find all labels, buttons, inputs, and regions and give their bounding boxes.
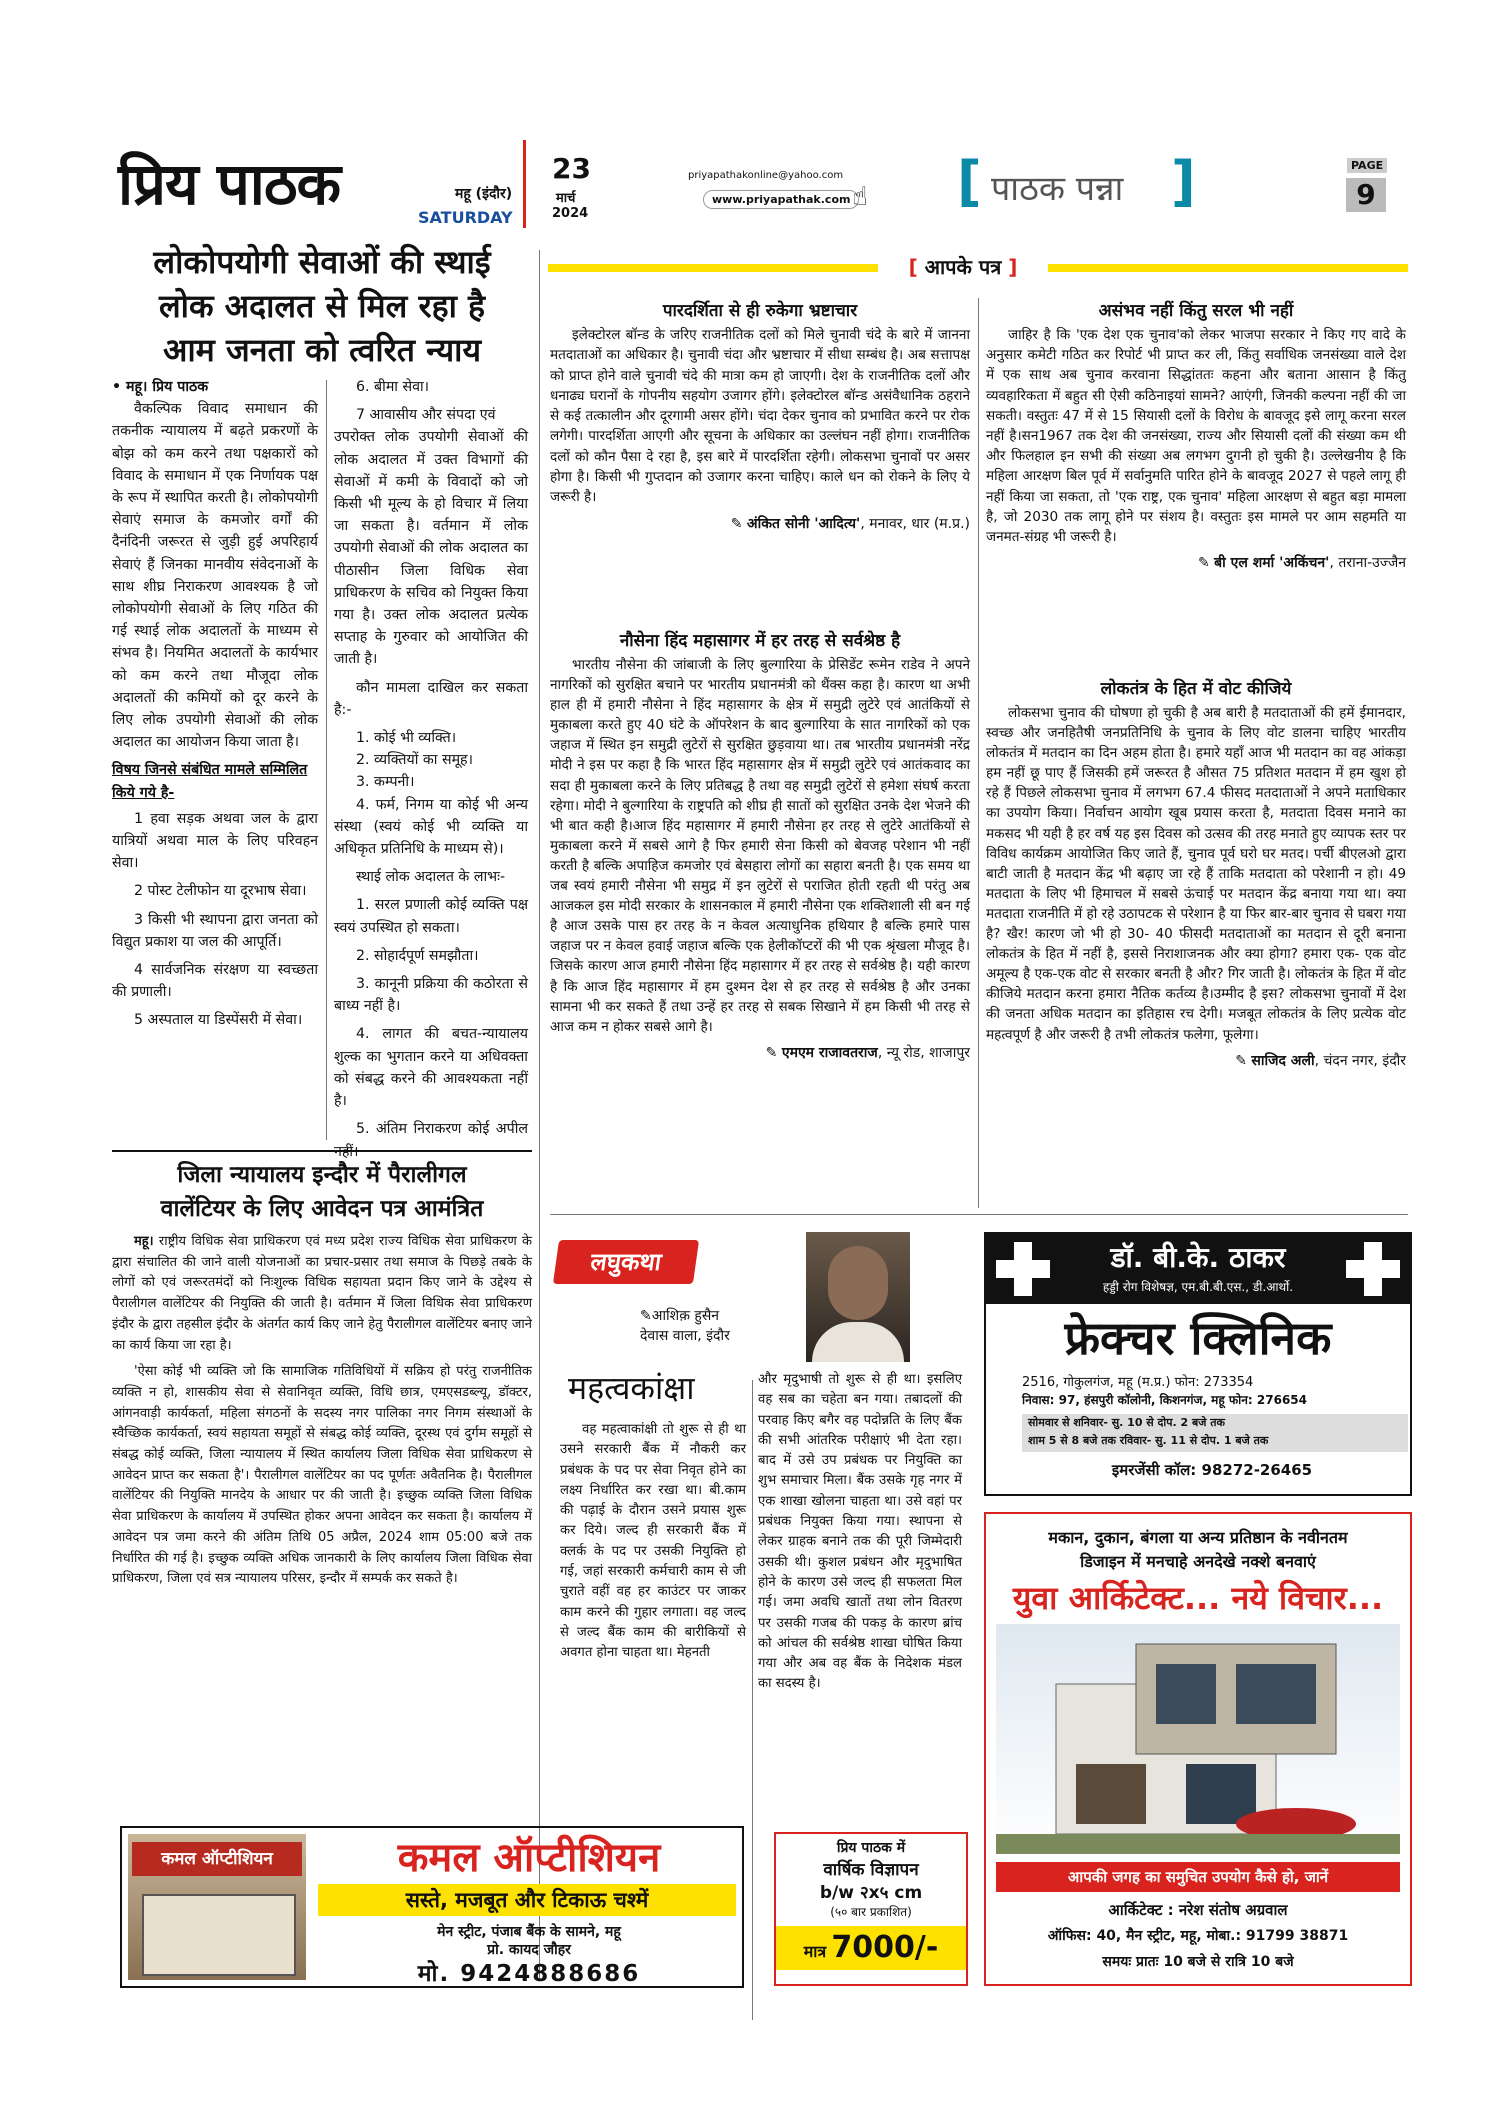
section-title: पाठक पन्ना [991, 169, 1124, 209]
lok-adalat-headline [112, 240, 532, 372]
list-item: 4. फर्म, निगम या कोई भी अन्य संस्था (स्वयं कोई भी व्यक्ति या अधिकृत प्रतिनिधि के माध्यम से)। [334, 796, 528, 858]
doctor-name: डॉ. बी.के. ठाकर [1110, 1241, 1286, 1274]
list-item: 6. बीमा सेवा। [356, 379, 430, 395]
architect-time: समयः प्रातः 10 बजे से रात्रि 10 बजे [1102, 1954, 1294, 1970]
list-item: 5. अंतिम निराकरण कोई अपील [356, 1121, 528, 1138]
optician-prop: प्रो. कायद जौहर [487, 1942, 571, 1958]
lok-adalat-column-1 [112, 376, 318, 1038]
bracket-right-icon: ] [1171, 150, 1196, 213]
clinic-residence: निवास: 97, हंसपुरी कॉलोनी, किशनगंज, महू फोन: 276654 [1022, 1393, 1307, 1407]
architect-band: आपकी जगह का समुचित उपयोग कैसे हो, जानें [996, 1862, 1400, 1892]
clinic-timings [1022, 1414, 1408, 1452]
shop-sign: कमल ऑप्टीशियन [132, 1842, 302, 1876]
story-title: महत्वकांक्षा [568, 1369, 695, 1407]
story-author: ✎आशिक़ हुसैन [640, 1308, 720, 1324]
page-label: PAGE [1347, 158, 1387, 173]
rate-line: (५० बार प्रकाशित) [830, 1905, 912, 1919]
timing-line: शाम 5 से 8 बजे तक रविवार- सु. 11 से दोप. 1 बजे तक [1028, 1434, 1269, 1447]
letter-title: लोकतंत्र के हित में वोट कीजिये [1100, 679, 1292, 699]
letter-byline: ✎ एमएम राजावतराज, न्यू रोड, शाजापुर [765, 1044, 970, 1061]
paragraph: 'ऐसा कोई भी व्यक्ति जो कि सामाजिक गतिविधियों में सक्रिय हो परंतु राजनीतिक व्यक्ति न हो, शासकीय सेवा से सेवानिवृत व्यक्ति, विधि छात्र, एमएसडब्ल्यू, डॉक्टर, आंगनवाड़ी कार्यकर्ता, महिला संगठनों के सदस्य नगर पालिका नगर निगम संस्थाओं के स्वैच्छिक कार्यकर्ता, स्वयं सहायता समूहों से संबद्ध कोई व्यक्ति, दूरस्थ एवं दुर्गम समूहों से संबद्ध कोई व्यक्ति, जिला न्यायालय में स्थित कार्यालय जिला विधिक सेवा प्राधिकरण से आवेदन प्राप्त कर सकता है'। पैरालीगल वालेंटियर का पद पूर्णतः अवैतनिक है। पैरालीगल वालेंटियर की नियुक्ति मानदेय के आधार पर की जाती है। इच्छुक व्यक्ति जिला विधिक सेवा प्राधिकरण के कार्यालय में उपस्थित होकर अपना आवेदन कर सकता है। कार्यालय में आवेदन पत्र जमा करने की अंतिम तिथि 05 अप्रैल, 2024 शाम 05:00 बजे तक निर्धारित की गई है। इच्छुक व्यक्ति अधिक जानकारी के लिए कार्यालय जिला विधिक सेवा प्राधिकरण, जिला एवं सत्र न्यायालय परिसर, इन्दौर में सम्पर्क कर सकते है। [112, 1364, 532, 1587]
section-title-box [957, 150, 1202, 213]
column-rule [326, 380, 327, 1140]
website-link[interactable]: www.priyapathak.com [703, 190, 859, 209]
letters-section-title: [ आपके पत्र ] [878, 252, 1048, 282]
bracket-left-icon: [ [957, 150, 982, 213]
story-column-2 [758, 1370, 962, 1701]
house-illustration [996, 1624, 1400, 1854]
story-author-block [640, 1306, 790, 1346]
letter-byline: ✎ साजिद अली, चंदन नगर, इंदौर [1235, 1052, 1406, 1069]
headline-line: लोकोपयोगी सेवाओं की स्थाई [153, 243, 491, 281]
architect-slogan: युवा आर्किटेक्ट... नये विचार... [1012, 1579, 1384, 1617]
letter-body: इलेक्टोरल बॉन्ड के जरिए राजनीतिक दलों को मिले चुनावी चंदे के बारे में जानना मतदाताओं का अधिकार है। चुनावी चंदा और भ्रष्टाचार में सीधा सम्बंध है। अब सत्तापक्ष को प्राप्त होने वाले चुनावी चंदे की मात्रा कम हो जाएगी। देश के राजनीतिक दलों और धनाढ्य घरानों के गोपनीय सहयोग उजागर होंगे। इलेक्टोरल बॉन्ड असंवैधानिक ठहराने से कई तत्कालीन और दूरगामी असर होंगे। चंदा देकर चुनाव को प्रभावित करने पर रोक लगेगी। पारदर्शिता आएगी और सूचना के अधिकार का उल्लंघन नहीं होगा। राजनीतिक दलों को कौन पैसा दे रहा है, इस बारे में पारदर्शिता रहेगी। लोकसभा चुनावों पर असर होगा है। किसी भी गुप्तदान को उजागर करना चाहिए। काले धन को रोकने के लिए ये जरूरी है। [550, 327, 970, 506]
ad-clinic [984, 1232, 1412, 1496]
optician-address: मेन स्ट्रीट, पंजाब बैंक के सामने, महू [437, 1924, 621, 1940]
column-rule [752, 1380, 753, 2020]
author: साजिद अली [1251, 1052, 1315, 1069]
letter-1 [550, 298, 970, 533]
author-place: , मनावर, धार (म.प्र.) [860, 515, 970, 532]
list-item: 3. कानूनी प्रक्रिया की कठोरता से बाध्य नहीं है। [334, 976, 528, 1015]
paragraph [112, 1232, 532, 1356]
rate-price: 7000/- [831, 1930, 939, 1965]
paragraph-text: राष्ट्रीय विधिक सेवा प्राधिकरण एवं मध्य प्रदेश राज्य विधिक सेवा प्राधिकरण के द्वारा संचालित की जाने वाली योजनाओं का प्रचार-प्रसार तथा समाज के पिछड़े तबके के लोगों को एवं जरूरतमंदों को निःशुल्क विधिक सहायता प्रदान किए जाने के उद्देश्य से पैरालीगल वालेंटियर की नियुक्ति की जाती है। वर्तमान में जिला विधिक सेवा प्राधिकरण इंदौर के द्वारा तहसील इंदौर के अंतर्गत कार्य किए जाने हेतु पैरालीगल वालेंटियर बनाए जाने का कार्य किया जा रहा है। [112, 1234, 532, 1353]
rate-line: प्रिय पाठक में [836, 1840, 906, 1856]
list-item: 1. कोई भी व्यक्ति। [356, 730, 457, 747]
pointing-hand-icon: ☝ [852, 182, 868, 212]
letter-2 [550, 628, 970, 1062]
letter-title: नौसेना हिंद महासागर में हर तरह से सर्वश्रेष्ठ है [619, 631, 901, 651]
rate-line: वार्षिक विज्ञापन [823, 1860, 919, 1880]
paragraph: कौन मामला दाखिल कर सकता है:- [334, 679, 528, 718]
date-year: 2024 [552, 206, 589, 221]
paragraph: उपरोक्त लोक उपयोगी सेवाओं की लोक अदालत में उक्त विभागों की सेवाओं में कमी के विवादों को जो किसी भी मूल्य के हो विचार में लिया जा सकता है। वर्तमान में लोक उपयोगी सेवाओं की लोक अदालत का पीठासीन जिला विधिक सेवा प्राधिकरण के सचिव को नियुक्त किया गया है। उक्त लोक अदालत प्रत्येक सप्ताह के गुरुवार को आयोजित की जाती है। [334, 429, 528, 668]
letters-bottom-rule [550, 1214, 1408, 1215]
story-tag-text: लघुकथा [588, 1248, 664, 1276]
rate-price-band [776, 1926, 966, 1970]
masthead [0, 140, 1500, 230]
volunteer-body [112, 1232, 532, 1596]
page-number: 9 [1346, 178, 1386, 212]
list-item: 3 किसी भी स्थापना द्वारा जनता को विद्युत प्रकाश या जल की आपूर्ति। [112, 911, 318, 950]
clinic-emergency: इमरजेंसी कॉल: 98272-26465 [1111, 1461, 1313, 1479]
shop-counter [142, 1894, 296, 1976]
author: बी एल शर्मा 'अकिंचन' [1214, 555, 1330, 572]
list-item: 7 आवासीय और संपदा एवं [356, 407, 496, 424]
story-author-place: देवास वाला, इंदौर [640, 1328, 730, 1344]
medical-cross-icon [1346, 1242, 1400, 1296]
architect-office: ऑफिस: 40, मैन स्ट्रीट, महू, मोबा.: 91799 38871 [1047, 1928, 1349, 1944]
architect-line: मकान, दुकान, बंगला या अन्य प्रतिष्ठान के नवीनतम [1048, 1528, 1348, 1547]
letter-body: जाहिर है कि 'एक देश एक चुनाव'को लेकर भाजपा सरकार ने किए गए वादे के अनुसार कमेटी गठित कर रिपोर्ट भी प्राप्त कर ली, किंतु सर्वाधिक जनसंख्या वाले देश में एक साथ अब चुनाव करवाना सिद्धांततः कहना और बताना आसान है किंतु व्यवहारिकता में बहुत सी ऐसी कठिनाइयां सामने? आएंगी, जिनकी कल्पना नहीं की जा सकती। वस्तुतः 47 में से 15 सियासी दलों के विरोध के बावजूद इसे लागू करना सरल नहीं है।सन1967 तक देश की जनसंख्या, राज्य और सियासी दलों की संख्या कम थी और फिलहाल इन सभी की संख्या अब लगभग दुगनी हो चुकी है। उल्लेखनीय है कि महिला आरक्षण बिल पूर्व में सर्वानुमति पारित होने के बावजूद 2027 से पहले लागू ही नहीं किया जा सकता, तो 'एक राष्ट्र, एक चुनाव' महिला आरक्षण से बहुत बड़ा मामला है, जो 2030 तक लागू होने पर संशय है। वस्तुतः इस मामले पर आम सहमति या जनमत-संग्रह भी जरूरी है। [986, 327, 1406, 546]
list-item: 3. कम्पनी। [356, 774, 415, 791]
column-rule [978, 298, 979, 1208]
paragraph: वैकल्पिक विवाद समाधान की तकनीक न्यायालय में बढ़ते प्रकरणों के बोझ को कम करने तथा पक्षकारों को विवाद के समाधान में एक निर्णायक पक्ष के रूप में स्थापित करती है। लोकोपयोगी सेवाएं समाज के कमजोर वर्गों की दैनंदिनी जरूरत से जुड़ी हुई अपरिहार्य सेवाएं हैं जिनका मानवीय संवेदनाओं के साथ शीघ्र निराकरण आवश्यक है जो लोकोपयोगी सेवाओं के लिए गठित की गई स्थाई लोक अदालतों के माध्यम से संभव है। नियमित अदालतों के कार्यभार को कम करने तथा मौजूदा लोक अदालतों की कमियों को दूर करने के लिए लोक उपयोगी सेवाओं की लोक अदालत का आयोजन किया जाता है। [112, 401, 318, 751]
author-place: , चंदन नगर, इंदौर [1314, 1052, 1406, 1069]
ad-architect [984, 1512, 1412, 1986]
list-item: 5 अस्पताल या डिस्पेंसरी में सेवा। [134, 1012, 303, 1029]
letter-byline: ✎ अंकित सोनी 'आदित्य', मनावर, धार (म.प्र.) [730, 515, 970, 532]
volunteer-headline [112, 1158, 532, 1226]
story-text: वह महत्वाकांक्षी तो शुरू से ही था उसने सरकारी बैंक में नौकरी कर प्रबंधक के पद पर सेवा निवृत होने का लक्ष्य निर्धारित कर रखा था। बी.काम की पढ़ाई के दौरान उसने प्रयास शुरू कर दिये। जल्द ही सरकारी बैंक में क्लर्क के पद पर उसकी नियुक्ति हो गई, जहां सरकारी कर्मचारी काम से जी चुराते वहीं वह हर काउंटर पर जाकर काम करने की गुहार लगाता। वह जल्द से जल्द बैंक काम की बारीकियों से अवगत होना चाहता था। मेहनती [560, 1422, 746, 1661]
list-item: 1. सरल प्रणाली कोई व्यक्ति पक्ष स्वयं उपस्थित हो सकता। [334, 897, 528, 936]
optician-name: कमल ऑप्टीशियन [397, 1835, 661, 1881]
section-title-text: आपके पत्र [924, 255, 1002, 279]
author-photo [806, 1232, 910, 1362]
story-text: और मृदुभाषी तो शुरू से ही था। इसलिए वह सब का चहेता बन गया। तबादलों की परवाह किए बगैर वह पदोन्नति के लिए बैंक की सभी आंतरिक परीक्षाएं भी देता रहा। बाद में उसे उप प्रबंधक पर नियुक्ति का शुभ समाचार मिला। बैंक उसके गृह नगर में एक शाखा खोलना चाहता था। उसे वहां पर प्रबंधक नियुक्त किया गया। स्थापना से लेकर ग्राहक बनाने तक की पूरी जिम्मेदारी उसकी थी। कुशल प्रबंधन और मृदुभाषित होने के कारण उसे जल्द ही सफलता मिल गई। जमा अवधि खातों तथा लोन वितरण पर उसकी गजब की पकड़ के कारण ब्रांच को आंचल की सर्वश्रेष्ठ शाखा घोषित किया गया और अब वह बैंक के निदेशक मंडल का सदस्य है। [758, 1372, 962, 1692]
list-item: 2. सोहार्दपूर्ण समझौता। [356, 947, 479, 964]
article-divider [112, 1150, 532, 1152]
clinic-name: फ्रेक्चर क्लिनिक [1064, 1311, 1332, 1365]
author: अंकित सोनी 'आदित्य' [746, 515, 861, 532]
house-icon [996, 1624, 1400, 1854]
section-rule [539, 250, 540, 1980]
shop-photo [128, 1834, 306, 1980]
letter-4 [986, 676, 1406, 1070]
headline-line: जिला न्यायालय इन्दौर में पैरालीगल [177, 1162, 467, 1188]
author: एमएम राजावतराज [781, 1044, 878, 1061]
avatar-body [812, 1322, 904, 1362]
optician-tagline: सस्ते, मजबूत और टिकाऊ चश्में [318, 1884, 736, 1916]
author-name: आशिक़ हुसैन [651, 1308, 720, 1324]
date-day: 23 [552, 152, 591, 185]
lok-adalat-column-2 [334, 376, 528, 1169]
author-place: , तराना-उज्जैन [1329, 555, 1406, 572]
story-column-1 [560, 1420, 746, 1670]
masthead-divider [523, 140, 526, 228]
ad-optician [120, 1826, 744, 1988]
list-item: 2 पोस्ट टेलीफोन या दूरभाष सेवा। [134, 883, 307, 900]
headline-line: वालेंटियर के लिए आवेदन पत्र आमंत्रित [160, 1196, 484, 1222]
letter-body: लोकसभा चुनाव की घोषणा हो चुकी है अब बारी है मतदाताओं की हमें ईमानदार, स्वच्छ और जनहितैषी जनप्रतिनिधि के चुनाव के लिए वोट डालना चाहिए भारतीय लोकतंत्र में मतदान का दिन अहम होता है। हमारे यहाँ आज भी मतदान का वह आंकड़ा हम नहीं छू पाए हैं जिसकी हमें जरूरत है औसत 75 प्रतिशत मतदान में हम खुश हो रहे हैं पिछले लोकसभा चुनाव में लगभग 67.4 फीसद मतदाताओं ने अपने मताधिकार का उपयोग किया। निर्वाचन आयोग खूब प्रयास करता है, मतदाता दिवस मनाने का मकसद भी यही है हर वर्ष यह इस दिवस को उत्सव की तरह मनाते हुए व्यापक स्तर पर विविध कार्यक्रम आयोजित किए जाते हैं, चुनाव पूर्व घरो घर मतद। पर्ची बीएलओ द्वारा बाटी जाती है मतदान केंद्र भी बढ़ाए जा रहे हैं ताकि मतदाता को परेशानी न हो। 49 मतदाता के लिए भी हिमाचल में सबसे ऊंचाई पर मतदान केंद्र बनाया गया था। क्या मतदाता राजनीति में हो रहे उठापटक से परेशान है या फिर बार-बार चुनाव से घबरा गया है? खैर! कारण जो भी हो 30- 40 फीसदी मतदाताओं का मतदान से दूरी बनाना लोकतंत्र के हित में नहीं है, इससे निराशाजनक और क्या होगा? हमारा एक- एक वोट अमूल्य है एक-एक वोट से सरकार बनती है और? गिर जाती है। लोकतंत्र के हित में वोट कीजिये मतदान करना हमारा नैतिक कर्तव्य है।उम्मीद है इस? लोकसभा चुनावों में देश की जनता अधिक मतदान का इतिहास रच देगी। मजबूत लोकतंत्र के लिए प्रत्येक वोट महत्वपूर्ण है और जरूरी है तभी लोकतंत्र फलेगा, फूलेगा। [986, 705, 1406, 1043]
letter-body: भारतीय नौसेना की जांबाजी के लिए बुल्गारिया के प्रेसिडेंट रूमेन राडेव ने अपने नागरिकों को सुरक्षित बचाने पर भारतीय प्रधानमंत्री को थैंक्स कहा है। कारण था अभी हाल ही में हमारी नौसेना ने हिंद महासागर के क्षेत्र में समुद्री लुटेरे एवं आतंकियों से मुकाबला करते हुए 40 घंटे के ऑपरेशन के बाद बुल्गारिया के सात नागरिकों को एक जहाज में स्थित इन समुद्री लुटेरों से सुरक्षित छुड़वाया था। तब भारतीय प्रधानमंत्री नरेंद्र मोदी ने इस पर कहा है कि भारत हिंद महासागर क्षेत्र में समुद्री लुटेरे एवं आतंकवाद का सदा ही मुकाबला करने के लिए प्रतिबद्ध है तथा वह समुद्री लुटेरों से हमेशा संघर्ष करता रहेगा। मोदी ने बुल्गारिया के राष्ट्रपति को शीघ्र ही सातों को सुरक्षित उनके देश भेजने की भी बात कही है।आज हिंद महासागर में हमारी नौसेना हर तरह से लुटेरे आतंकियों से मुकाबला करने में सबसे आगे है फिर हमारी सेना किसी को बेवजह परेशान भी नहीं करती है बल्कि अपाहिज कमजोर एवं बेसहारा लोगों का सहारा बनती है। एक समय था जब स्वयं हमारी नौसेना भी समुद्र में इन लुटेरों से पराजित होती रहती थी परंतु अब आजकल इस मोदी सरकार के शासनकाल में हमारी नौसेना एक शक्तिशाली सी बन गई है आज उसके पास हर तरह के न केवल अत्याधुनिक हथियार है बल्कि हमारे पास जहाज पर न केवल हवाई जहाज बल्कि एक हेलीकॉप्टरों की भी एक श्रृंखला मौजूद है। जिसके कारण आज हमारी नौसेना हिंद महासागर में हर तरह से सर्वश्रेष्ठ है। यही कारण है कि आज हिंद महासागर में हम दुश्मन देश से हर तरह से सर्वश्रेष्ठ है और उनका सामना भी कर सकते हैं तथा उन्हें हर तरह से सबक सिखाने में हम किसी भी तरह से आज कम न होकर सबसे आगे है। [550, 657, 970, 1035]
letter-title: असंभव नहीं किंतु सरल भी नहीं [1098, 301, 1294, 321]
medical-cross-icon [996, 1242, 1050, 1296]
letter-3 [986, 298, 1406, 572]
newspaper-logo: प्रिय पाठक [118, 150, 341, 218]
headline-line: आम जनता को त्वरित न्याय [162, 331, 482, 369]
rate-line: b/w २x५ cm [819, 1883, 923, 1903]
avatar-face [828, 1246, 888, 1320]
architect-name: आर्किटेक्ट : नरेश संतोष अग्रवाल [1108, 1901, 1288, 1919]
list-item: 4. लागत की बचत-न्यायालय शुल्क का भुगतान करने या अधिवक्ता को संबद्ध करने की आवश्यकता नहीं है। [334, 1026, 528, 1110]
list-item: 2. व्यक्तियों का समूह। [356, 752, 473, 769]
letters-banner [548, 254, 1408, 282]
dateline: महू। [134, 1234, 154, 1249]
email-address: priyapathakonline@yahoo.com [688, 170, 844, 181]
doctor-qualification: हड्डी रोग विशेषज्ञ, एम.बी.बी.एस., डी.आर्थो. [1102, 1280, 1294, 1294]
timing-line: सोमवार से शनिवार- सु. 10 से दोप. 2 बजे तक [1028, 1416, 1225, 1429]
day-label: SATURDAY [418, 208, 513, 227]
letter-title: पारदर्शिता से ही रुकेगा भ्रष्टाचार [662, 301, 858, 321]
list-item: 4 सार्वजनिक संरक्षण या स्वच्छता की प्रणाली। [112, 962, 318, 1001]
list-item: 1 हवा सड़क अथवा जल के द्वारा यात्रियों अथवा माल के लिए परिवहन सेवा। [112, 810, 318, 872]
paragraph: स्थाई लोक अदालत के लाभः- [356, 869, 506, 886]
ad-rate-box [774, 1832, 968, 1986]
date-month: मार्च [556, 191, 576, 206]
dateline: • महू। प्रिय पाठक [112, 379, 209, 395]
clinic-header [986, 1234, 1410, 1304]
letter-byline: ✎ बी एल शर्मा 'अकिंचन', तराना-उज्जैन [1197, 555, 1406, 572]
optician-phone: मो. 9424888686 [417, 1961, 641, 1987]
subhead: विषय जिनसे संबंधित मामले सम्मिलित किये गये है- [112, 762, 308, 801]
place-label: महू (इंदौर) [455, 186, 513, 202]
architect-line: डिजाइन में मनचाहे अनदेखे नक्शे बनवाएं [1080, 1552, 1316, 1571]
author-place: , न्यू रोड, शाजापुर [877, 1044, 970, 1061]
rate-prefix: मात्र [803, 1942, 827, 1961]
story-tag [553, 1240, 699, 1284]
headline-line: लोक अदालत से मिल रहा है [158, 287, 486, 325]
clinic-address: 2516, गोकुलगंज, महू (म.प्र.) फोन: 273354 [1022, 1375, 1254, 1390]
